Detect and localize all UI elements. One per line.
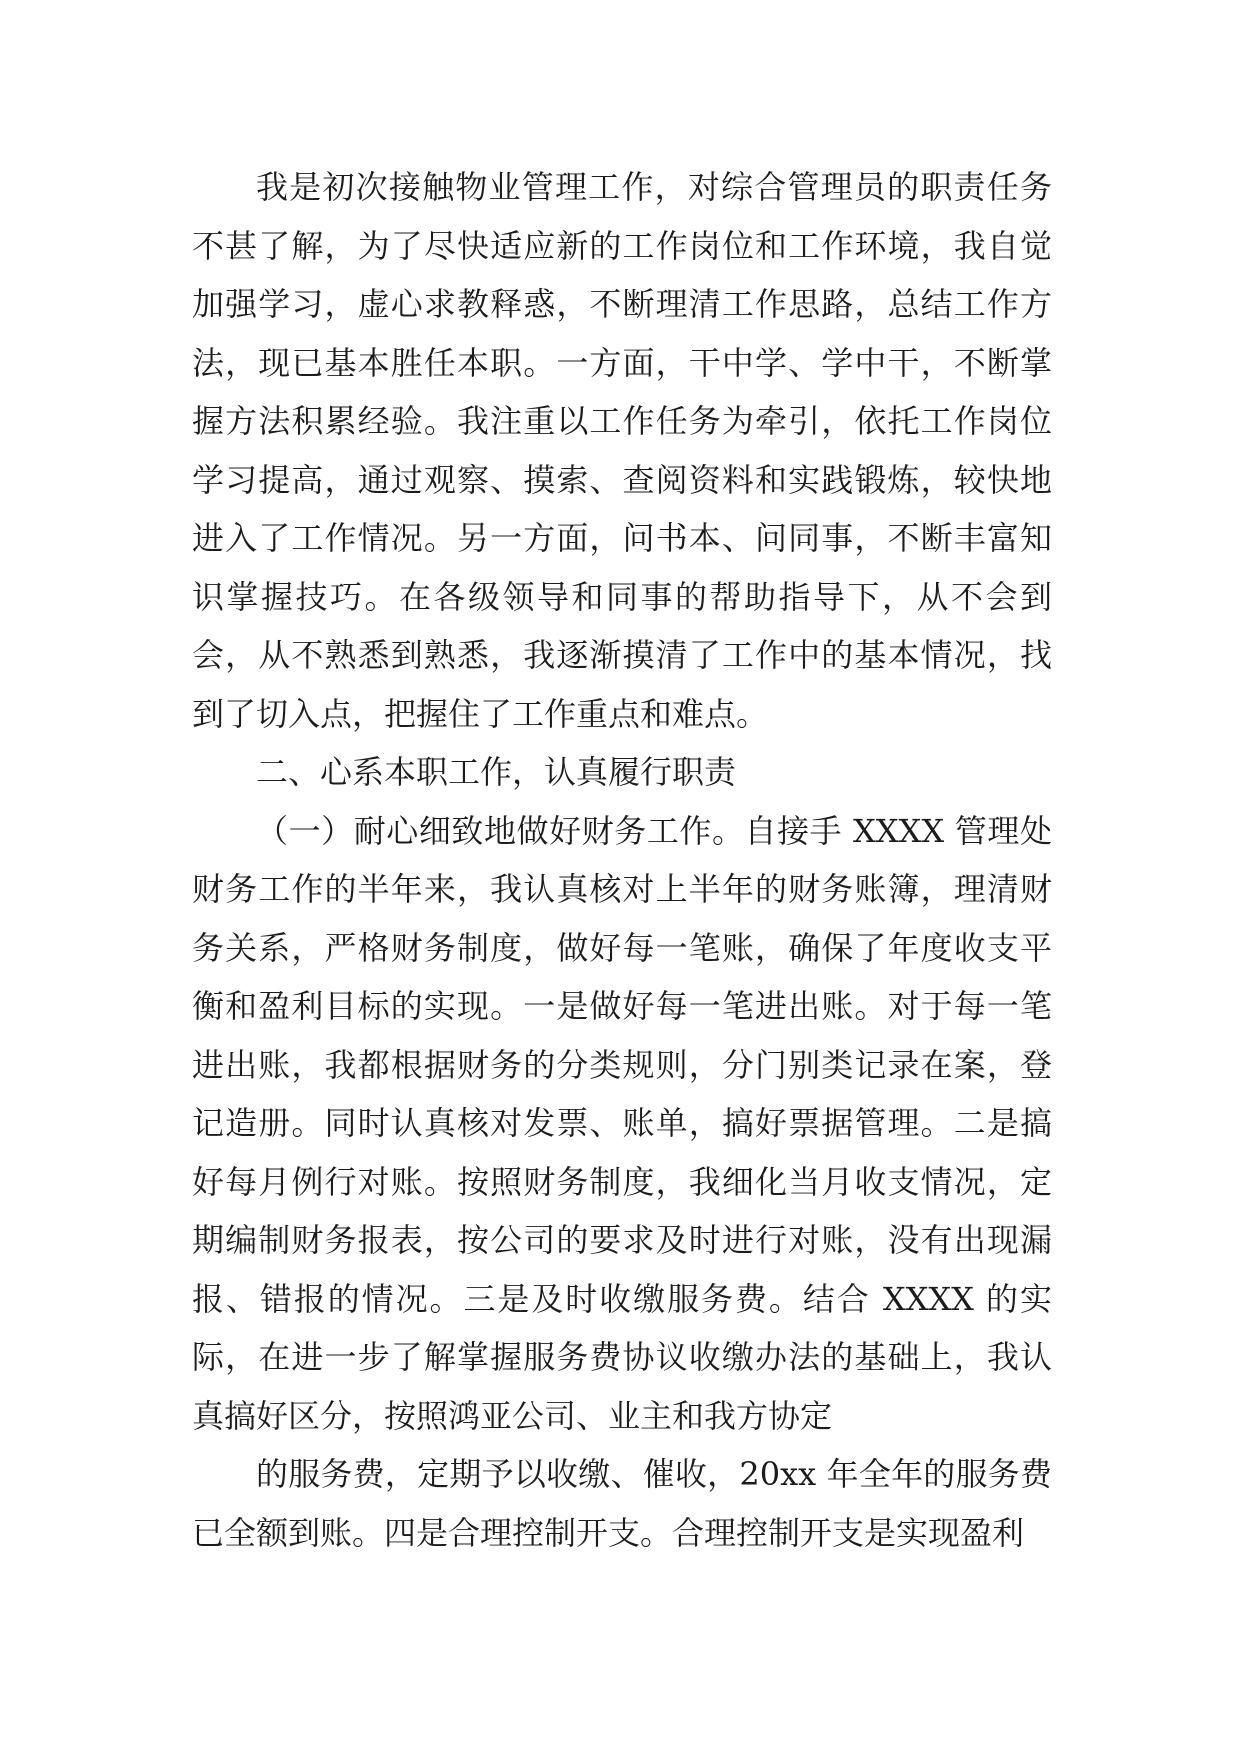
document-body xyxy=(192,158,1052,1562)
paragraph-service-fee: 的服务费，定期予以收缴、催收，20xx 年全年的服务费已全额到账。四是合理控制开支。合理控制开支是实现盈利 xyxy=(192,1455,1052,1552)
paragraph-learning: 我是初次接触物业管理工作，对综合管理员的职责任务不甚了解，为了尽快适应新的工作岗位和工作环境，我自觉加强学习，虚心求教释惑，不断理清工作思路，总结工作方法，现已基本胜任本职。一方面，干中学、学中干，不断掌握方法积累经验。我注重以工作任务为牵引，依托工作岗位学习提高，通过观察、摸索、查阅资料和实践锻炼，较快地进入了工作情况。另一方面，问书本、问同事，不断丰富知识掌握技巧。在各级领导和同事的帮助指导下，从不会到会，从不熟悉到熟悉，我逐渐摸清了工作中的基本情况，找到了切入点，把握住了工作重点和难点。 xyxy=(192,168,1052,733)
section-heading: 二、心系本职工作，认真履行职责 xyxy=(256,753,737,791)
paragraph-finance: （一）耐心细致地做好财务工作。自接手 XXXX 管理处财务工作的半年来，我认真核对上半年的财务账簿，理清财务关系，严格财务制度，做好每一笔账，确保了年度收支平衡和盈利目标的实现。一是做好每一笔进出账。对于每一笔进出账，我都根据财务的分类规则，分门别类记录在案，登记造册。同时认真核对发票、账单，搞好票据管理。二是搞好每月例行对账。按照财务制度，我细化当月收支情况，定期编制财务报表，按公司的要求及时进行对账，没有出现漏报、错报的情况。三是及时收缴服务费。结合 XXXX 的实际，在进一步了解掌握服务费协议收缴办法的基础上，我认真搞好区分，按照鸿亚公司、业主和我方协定 xyxy=(192,811,1052,1435)
